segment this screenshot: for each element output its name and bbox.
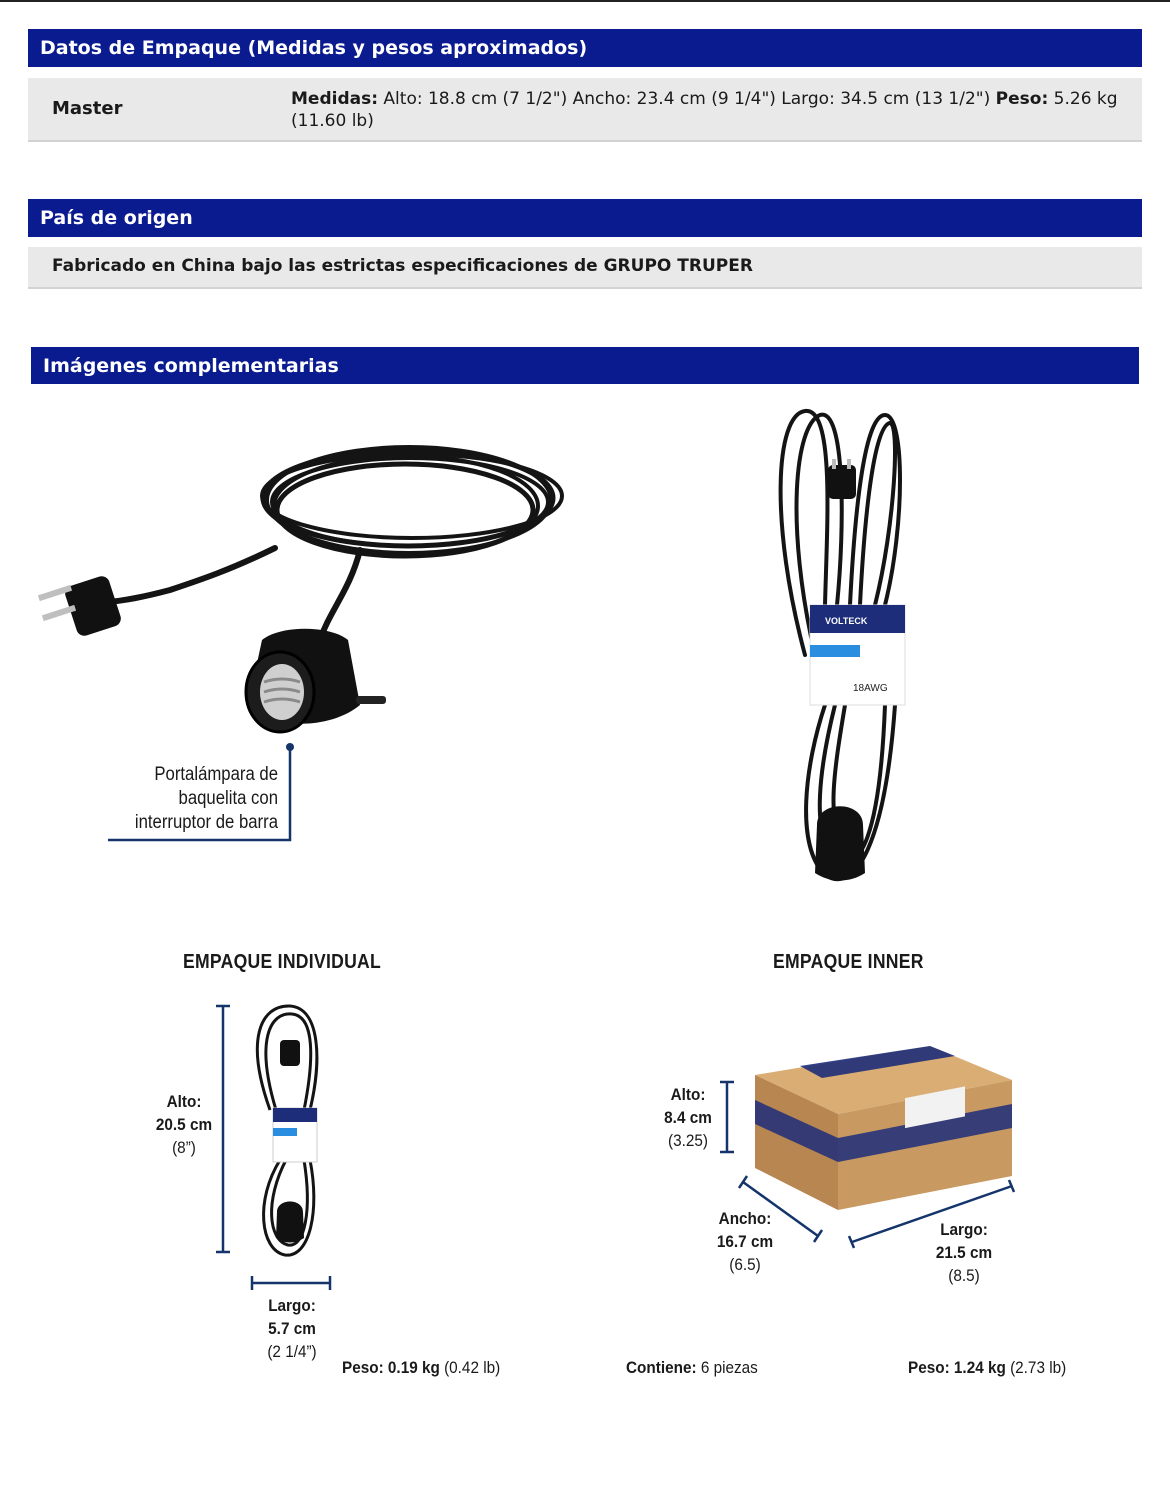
master-label: Master	[52, 98, 123, 119]
packing-section-header	[28, 29, 1142, 67]
origin-header-title: País de origen	[40, 207, 193, 229]
package-label	[810, 605, 905, 705]
individual-largo-cm: 5.7 cm	[268, 1319, 316, 1338]
lamp-socket-icon	[246, 629, 386, 732]
origin-row	[28, 247, 1142, 289]
inner-peso-lb: (2.73 lb)	[1010, 1358, 1067, 1377]
inner-alto-label: Alto:	[670, 1085, 706, 1104]
weight-label: Peso:	[995, 89, 1049, 109]
inner-contiene-label: Contiene:	[626, 1358, 697, 1377]
images-header-title: Imágenes complementarias	[43, 354, 339, 377]
packaged-cord-image	[765, 405, 925, 895]
inner-ancho-cm: 16.7 cm	[716, 1232, 774, 1251]
label-brand-text: VOLTECK	[825, 616, 868, 626]
plug-icon	[38, 574, 123, 638]
inner-ancho-in: (6.5)	[729, 1255, 761, 1274]
inner-contiene	[626, 1358, 758, 1378]
inner-alto-in: (3.25)	[668, 1131, 708, 1150]
inner-peso-kg: 1.24 kg	[953, 1358, 1006, 1377]
callout-line-3: interruptor de barra	[134, 812, 278, 833]
inner-ancho	[705, 1207, 786, 1276]
label-gauge-text: 18AWG	[853, 683, 888, 694]
individual-largo-in: (2 1/4”)	[267, 1342, 317, 1361]
individual-peso-lb: (0.42 lb)	[444, 1358, 501, 1377]
individual-package-image	[210, 1000, 350, 1300]
top-rule	[0, 0, 1170, 2]
origin-text: Fabricado en China bajo las estrictas especificaciones de GRUPO TRUPER	[52, 256, 753, 276]
inner-ancho-label: Ancho:	[718, 1209, 772, 1228]
weight-value: 5.26 kg (11.60 lb)	[291, 89, 1118, 131]
individual-peso	[342, 1358, 500, 1378]
inner-largo	[924, 1218, 1005, 1287]
callout-line-1: Portalámpara de	[154, 764, 278, 785]
inner-largo-cm: 21.5 cm	[935, 1243, 993, 1262]
inner-largo-label: Largo:	[940, 1220, 988, 1239]
individual-peso-kg: 0.19 kg	[387, 1358, 440, 1377]
packing-master-row	[28, 78, 1142, 142]
socket-callout	[86, 763, 278, 835]
inner-peso	[908, 1358, 1066, 1378]
packing-header-title: Datos de Empaque (Medidas y pesos aproximados)	[40, 37, 588, 59]
individual-peso-label: Peso:	[342, 1358, 384, 1377]
individual-package-title: EMPAQUE INDIVIDUAL	[183, 951, 382, 973]
cardboard-box-icon	[755, 1046, 1012, 1210]
measures-value: Alto: 18.8 cm (7 1/2") Ancho: 23.4 cm (9 1/4") Largo: 34.5 cm (13 1/2")	[383, 89, 991, 109]
inner-peso-label: Peso:	[908, 1358, 950, 1377]
inner-largo-in: (8.5)	[948, 1266, 980, 1285]
origin-section-header	[28, 199, 1142, 237]
inner-contiene-value: 6 piezas	[700, 1358, 758, 1377]
images-section-header	[31, 347, 1139, 384]
measures-label: Medidas:	[291, 89, 379, 109]
individual-alto-label: Alto:	[166, 1092, 202, 1111]
inner-alto-cm: 8.4 cm	[664, 1108, 712, 1127]
plug-icon	[828, 459, 856, 499]
individual-alto	[148, 1090, 220, 1159]
individual-largo	[254, 1294, 330, 1363]
individual-largo-label: Largo:	[268, 1296, 316, 1315]
callout-line-2: baquelita con	[178, 788, 278, 809]
inner-alto	[652, 1083, 724, 1152]
individual-alto-in: (8”)	[172, 1138, 196, 1157]
lamp-socket-icon	[815, 806, 865, 880]
master-measures	[291, 88, 1131, 132]
inner-package-title: EMPAQUE INNER	[773, 951, 924, 973]
individual-alto-cm: 20.5 cm	[155, 1115, 213, 1134]
